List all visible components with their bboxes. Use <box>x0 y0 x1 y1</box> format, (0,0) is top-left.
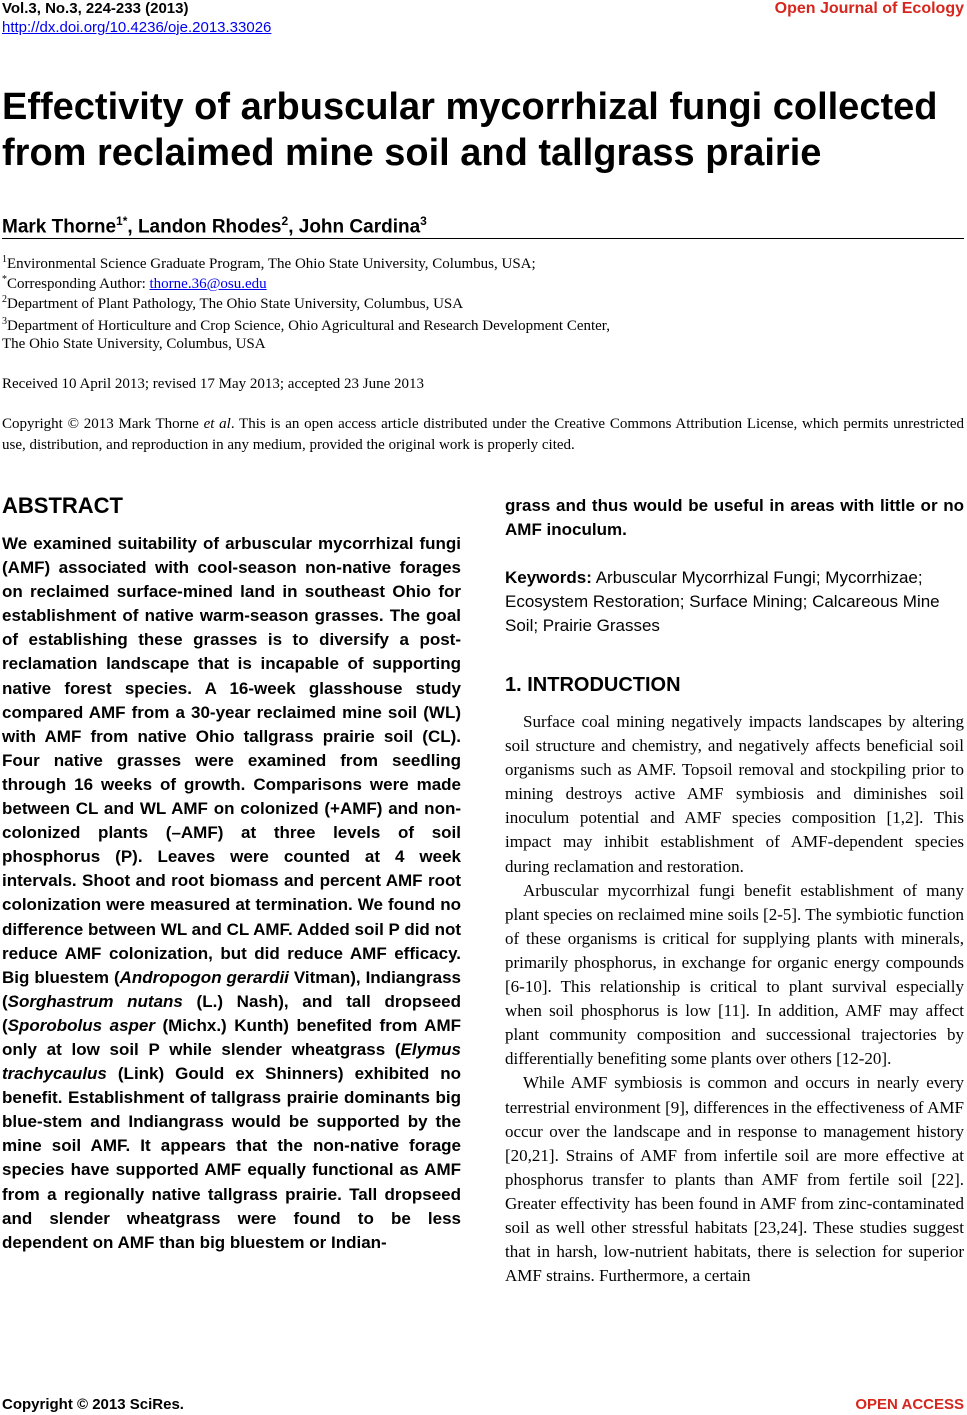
doi-link[interactable]: http://dx.doi.org/10.4236/oje.2013.33026 <box>2 19 272 36</box>
corresponding-author: *Corresponding Author: thorne.36@osu.edu <box>2 274 267 292</box>
keywords <box>505 566 964 638</box>
paragraph: While AMF symbiosis is common and occurs in nearly every terrestrial environment [9], differences in the effectiveness of AMF occur over the landscape and in response to management history [20,21]. Strains of AMF from infertile soil are more effective at phosphorus transfer to plants than AMF from fertile soil [22]. Greater effectivity has been found in AMF from zinc-contaminated soil as well other stressful habitats [23,24]. These studies suggest that in harsh, low-nutrient habitats, there is selection for superior AMF strains. Furthermore, a certain <box>505 1073 964 1286</box>
article-title: Effectivity of arbuscular mycorrhizal fungi collected from reclaimed mine soil and tallgrass prairie <box>2 86 938 174</box>
header-divider <box>2 238 964 239</box>
author-name: Mark Thorne <box>2 216 117 238</box>
received-dates: Received 10 April 2013; revised 17 May 2013; accepted 23 June 2013 <box>2 376 424 392</box>
footer-copyright: Copyright © 2013 SciRes. <box>2 1396 184 1413</box>
abstract-heading: ABSTRACT <box>2 493 123 518</box>
license-notice: Copyright © 2013 Mark Thorne et al. This is an open access article distributed under the Creative Commons Attribution License, which permits unrestricted use, distribution, and reproduction in any medium, provided the original work is properly cited. <box>2 416 964 453</box>
abstract-continued: grass and thus would be useful in areas with little or no AMF inoculum. <box>505 496 964 539</box>
affiliation-3: $^3$Department of Horticulture and Crop Science, Ohio Agricultural and Research Development Center, <box>2 316 610 334</box>
email-link[interactable]: thorne.36@osu.edu <box>149 276 267 292</box>
affiliation-2: $^2$Department of Plant Pathology, The Ohio State University, Columbus, USA <box>2 294 464 312</box>
affiliation-1: $^1$Environmental Science Graduate Program, The Ohio State University, Columbus, USA; <box>2 254 536 272</box>
paragraph: Surface coal mining negatively impacts landscapes by altering soil structure and chemistry, and negatively affects beneficial soil organisms such as AMF. Topsoil removal and stockpiling prior to mining destroys active AMF symbiosis and diminishes soil inoculum potential and AMF species composition [1,2]. This impact may inhibit establishment of AMF-dependent species during reclamation and restoration. <box>505 712 964 876</box>
author-list: Mark Thorne$^{1*}$, Landon Rhodes$^2$, John Cardina$^3$ <box>2 214 427 238</box>
keywords-list: Arbuscular Mycorrhizal Fungi; Mycorrhizae; Ecosystem Restoration; Surface Mining; Calcareous Mine Soil; Prairie Grasses <box>505 568 940 635</box>
author-name: John Cardina <box>298 216 421 238</box>
introduction-heading: 1. INTRODUCTION <box>505 674 681 696</box>
introduction-body <box>505 710 964 1288</box>
author-name: Landon Rhodes <box>137 216 282 238</box>
journal-name: Open Journal of Ecology <box>774 0 964 17</box>
paragraph: Arbuscular mycorrhizal fungi benefit establishment of many plant species on reclaimed mine soils [2-5]. The symbiotic function of these organisms is critical for supplying plants with minerals, primarily phosphorus, in exchange for organic energy compounds [6-10]. This relationship is critical to plant survival especially when soil phosphorus is low [11]. In addition, AMF may affect plant community composition and successional trajectories by differentially benefiting some plants over others [12-20]. <box>505 880 964 1069</box>
author-superscript: 1* <box>116 214 128 228</box>
footer-open-access: OPEN ACCESS <box>855 1396 964 1413</box>
author-superscript: 2 <box>281 214 289 228</box>
author-superscript: 3 <box>420 214 427 228</box>
volume-info: Vol.3, No.3, 224-233 (2013) <box>2 0 189 17</box>
abstract-text: We examined suitability of arbuscular mycorrhizal fungi (AMF) associated with cool-season non-native forages on reclaimed surface-mined land in southeast Ohio for establishment of native warm-season grasses. The goal of establishing these grasses is to diversify a post-reclamation landscape that is incapable of supporting native forest species. A 16-week glasshouse study compared AMF from a 30-year reclaimed mine soil (WL) with AMF from native Ohio tallgrass prairie soil (CL). Four native grasses were examined from seedling through 16 weeks of growth. Comparisons were made between CL and WL AMF on colonized (+AMF) and non-colonized plants (–AMF) at three levels of soil phosphorus (P). Leaves were counted at 4 week intervals. Shoot and root biomass and percent AMF root colonization were measured at termination. We found no difference between WL and CL AMF. Added soil P did not reduce AMF colonization, but did reduce AMF efficacy. Big bluestem (Andropogon gerardii Vitman), Indiangrass (Sorghastrum nutans (L.) Nash), and tall dropseed (Sporobolus asper (Michx.) Kunth) benefited from AMF only at low soil P while slender wheatgrass (Elymus trachycaulus (Link) Gould ex Shinners) exhibited no benefit. Establishment of tallgrass prairie dominants big blue-stem and Indiangrass would be supported by the mine soil AMF. It appears that the non-native forage species have supported AMF equally functional as AMF from a regionally native tallgrass prairie. Tall dropseed and slender wheatgrass were found to be less dependent on AMF than big bluestem or Indian- <box>2 534 462 1252</box>
keywords-label: Keywords: <box>505 568 592 587</box>
affiliation-3-continued: The Ohio State University, Columbus, USA <box>2 336 266 352</box>
